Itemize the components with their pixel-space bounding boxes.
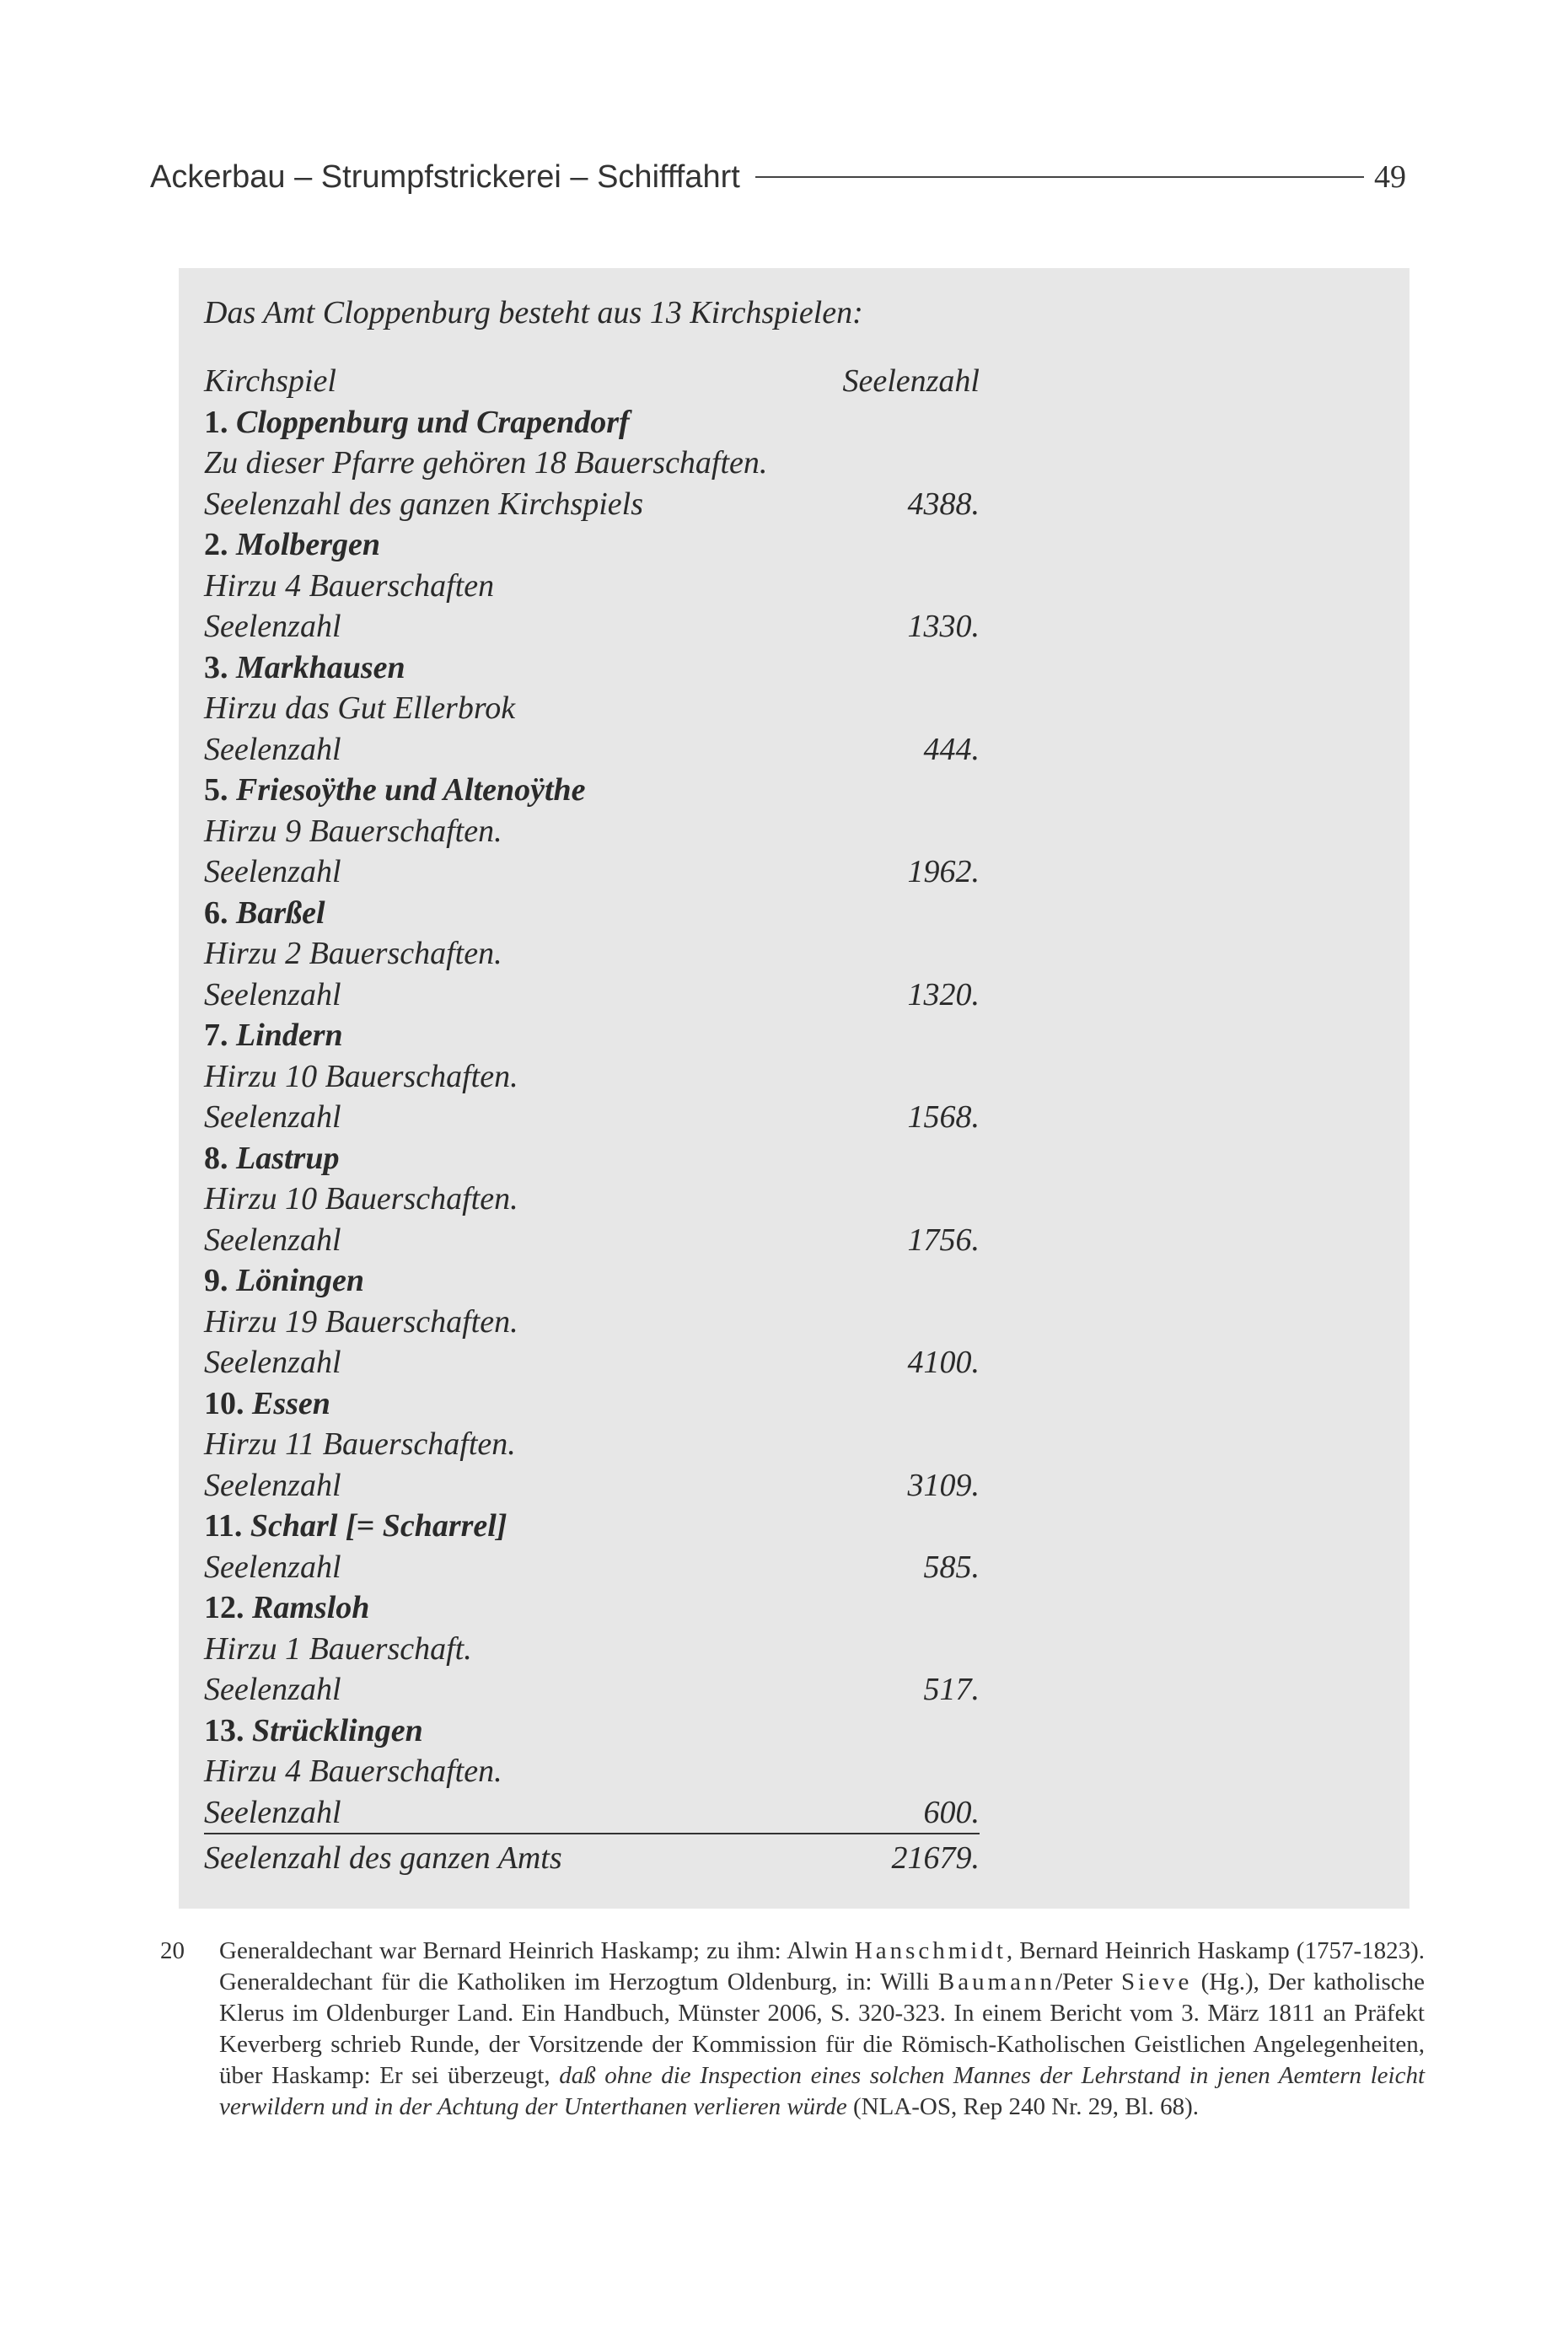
footnote-part: , Bernard Heinrich Haskamp (1757-1823). Generaldechant für die Katholiken im Herzogtum Oldenburg, in: Willi [219,1937,1426,1995]
table-intro: Das Amt Cloppenburg besteht aus 13 Kirchspielen: [204,295,863,330]
parish-note: Hirzu 4 Bauerschaften. [204,1754,502,1789]
seelenzahl-row [204,975,980,1016]
parish-number: 5. [204,772,228,808]
seelenzahl-row [204,1220,980,1261]
seelenzahl-row [204,1342,980,1383]
parish-name-row [204,893,980,934]
parish-name: Scharl [= Scharrel] [250,1508,507,1544]
header-rule [755,176,1364,178]
author-name: Hanschmidt [854,1937,1007,1964]
seelenzahl-row [204,1792,980,1835]
seelenzahl-label: Seelenzahl [204,1794,341,1830]
parish-note: Hirzu 1 Bauerschaft. [204,1630,472,1667]
footnote-part: Generaldechant war Bernard Heinrich Haskamp; zu ihm: Alwin [219,1937,855,1964]
parish-number: 12. [204,1590,244,1625]
parish-name: Lindern [236,1018,343,1053]
seelenzahl-row [204,1547,980,1588]
running-title: Ackerbau – Strumpfstrickerei – Schifffahrt [150,158,740,195]
parish-name-row [204,1711,980,1752]
seelenzahl-value: 1756. [907,1222,980,1258]
parish-table [204,288,980,1879]
footnote-number: 20 [160,1937,185,1964]
seelenzahl-row [204,851,980,893]
parish-note: Hirzu 19 Bauerschaften. [204,1303,518,1340]
total-row [204,1838,980,1879]
seelenzahl-label: Seelenzahl [204,1549,341,1585]
seelenzahl-value: 1568. [907,1099,980,1135]
column-header-seelenzahl: Seelenzahl [842,363,980,399]
parish-name: Lastrup [236,1140,340,1176]
seelenzahl-value: 1330. [907,609,980,644]
parish-name-row [204,1138,980,1179]
seelenzahl-value: 585. [923,1549,980,1585]
parish-name-row [204,1260,980,1302]
seelenzahl-label: Seelenzahl [204,1467,341,1503]
seelenzahl-label: Seelenzahl [204,731,341,767]
author-name: Baumann [937,1968,1056,1995]
parish-number: 7. [204,1018,228,1053]
seelenzahl-value: 1320. [907,976,980,1012]
parish-number: 1. [204,404,228,440]
parish-number: 11. [204,1508,243,1544]
total-value: 21679. [891,1840,980,1876]
seelenzahl-row [204,1669,980,1711]
seelenzahl-row [204,1097,980,1138]
seelenzahl-row [204,606,980,647]
parish-number: 6. [204,894,228,931]
parish-note: Hirzu 10 Bauerschaften. [204,1181,518,1216]
parish-name-row [204,402,980,443]
seelenzahl-label: Seelenzahl [204,1222,341,1258]
seelenzahl-label: Seelenzahl [204,1099,341,1135]
parish-name: Löningen [236,1263,365,1298]
table-header-row [204,361,980,402]
footnote-part: (Hg.), Der katholische Klerus im Oldenburger Land. Ein Handbuch, Münster 2006, S. 320-323. In einem Bericht vom 3. März 1811 an Präfekt Keverberg schrieb Runde, der Vorsitzende der Kommission für die Römisch-Katholischen Geistlichen Angelegenheiten, über Haskamp: Er sei überzeugt, [219,1968,1425,2089]
parish-name: Molbergen [236,527,380,562]
seelenzahl-label: Seelenzahl [204,854,341,889]
column-header-kirchspiel: Kirchspiel [204,363,336,399]
parish-list [204,402,980,1835]
page-number: 49 [1374,159,1406,195]
parish-name-row [204,1587,980,1629]
seelenzahl-value: 517. [923,1672,980,1707]
parish-name-row [204,1383,980,1425]
parish-name: Markhausen [236,649,405,685]
parish-table-box [179,268,1410,1909]
seelenzahl-row [204,729,980,771]
parish-note: Hirzu das Gut Ellerbrok [204,690,516,726]
total-label: Seelenzahl des ganzen Amts [204,1840,562,1876]
seelenzahl-label: Seelenzahl [204,609,341,644]
footnote-part: (NLA-OS, Rep 240 Nr. 29, Bl. 68). [846,2093,1200,2120]
parish-name-row [204,524,980,566]
footnote-part: /Peter [1055,1968,1121,1995]
seelenzahl-value: 444. [923,731,980,767]
parish-name-row [204,1506,980,1547]
parish-number: 10. [204,1385,244,1421]
parish-note: Zu dieser Pfarre gehören 18 Bauerschaften. [204,445,768,481]
parish-number: 13. [204,1712,244,1748]
footnote-quote: daß ohne die Inspection eines solchen Mannes der Lehrstand in jenen Aemtern leicht verwildern und in der Achtung der Unterthanen verlieren würde [219,2062,1425,2120]
seelenzahl-label: Seelenzahl [204,1345,341,1380]
parish-number: 2. [204,527,228,562]
seelenzahl-value: 1962. [907,854,980,889]
parish-name-row [204,770,980,811]
seelenzahl-value: 4388. [907,486,980,522]
parish-number: 8. [204,1140,228,1176]
parish-name: Ramsloh [252,1590,370,1625]
seelenzahl-value: 4100. [907,1345,980,1380]
parish-number: 9. [204,1263,228,1298]
parish-note: Hirzu 9 Bauerschaften. [204,813,502,849]
parish-note: Hirzu 4 Bauerschaften [204,567,495,604]
seelenzahl-value: 600. [923,1794,980,1830]
parish-note: Hirzu 11 Bauerschaften. [204,1426,516,1462]
parish-note: Hirzu 2 Bauerschaften. [204,936,502,971]
parish-note: Hirzu 10 Bauerschaften. [204,1058,518,1094]
seelenzahl-label: Seelenzahl [204,976,341,1012]
footnote-text [219,1936,1425,2123]
seelenzahl-label: Seelenzahl [204,1672,341,1707]
parish-name: Cloppenburg und Crapendorf [236,404,630,440]
running-head [150,158,1406,196]
seelenzahl-row [204,484,980,525]
parish-name: Essen [252,1385,330,1421]
parish-name: Strücklingen [252,1712,423,1748]
parish-name: Friesoÿthe und Altenoÿthe [236,772,586,808]
parish-name: Barßel [236,894,325,931]
author-name: Sieve [1120,1968,1193,1995]
parish-name-row [204,647,980,689]
parish-name-row [204,1015,980,1056]
footnote [160,1936,1425,2123]
seelenzahl-row [204,1465,980,1506]
parish-number: 3. [204,649,228,685]
seelenzahl-label: Seelenzahl des ganzen Kirchspiels [204,486,644,522]
seelenzahl-value: 3109. [907,1467,980,1503]
